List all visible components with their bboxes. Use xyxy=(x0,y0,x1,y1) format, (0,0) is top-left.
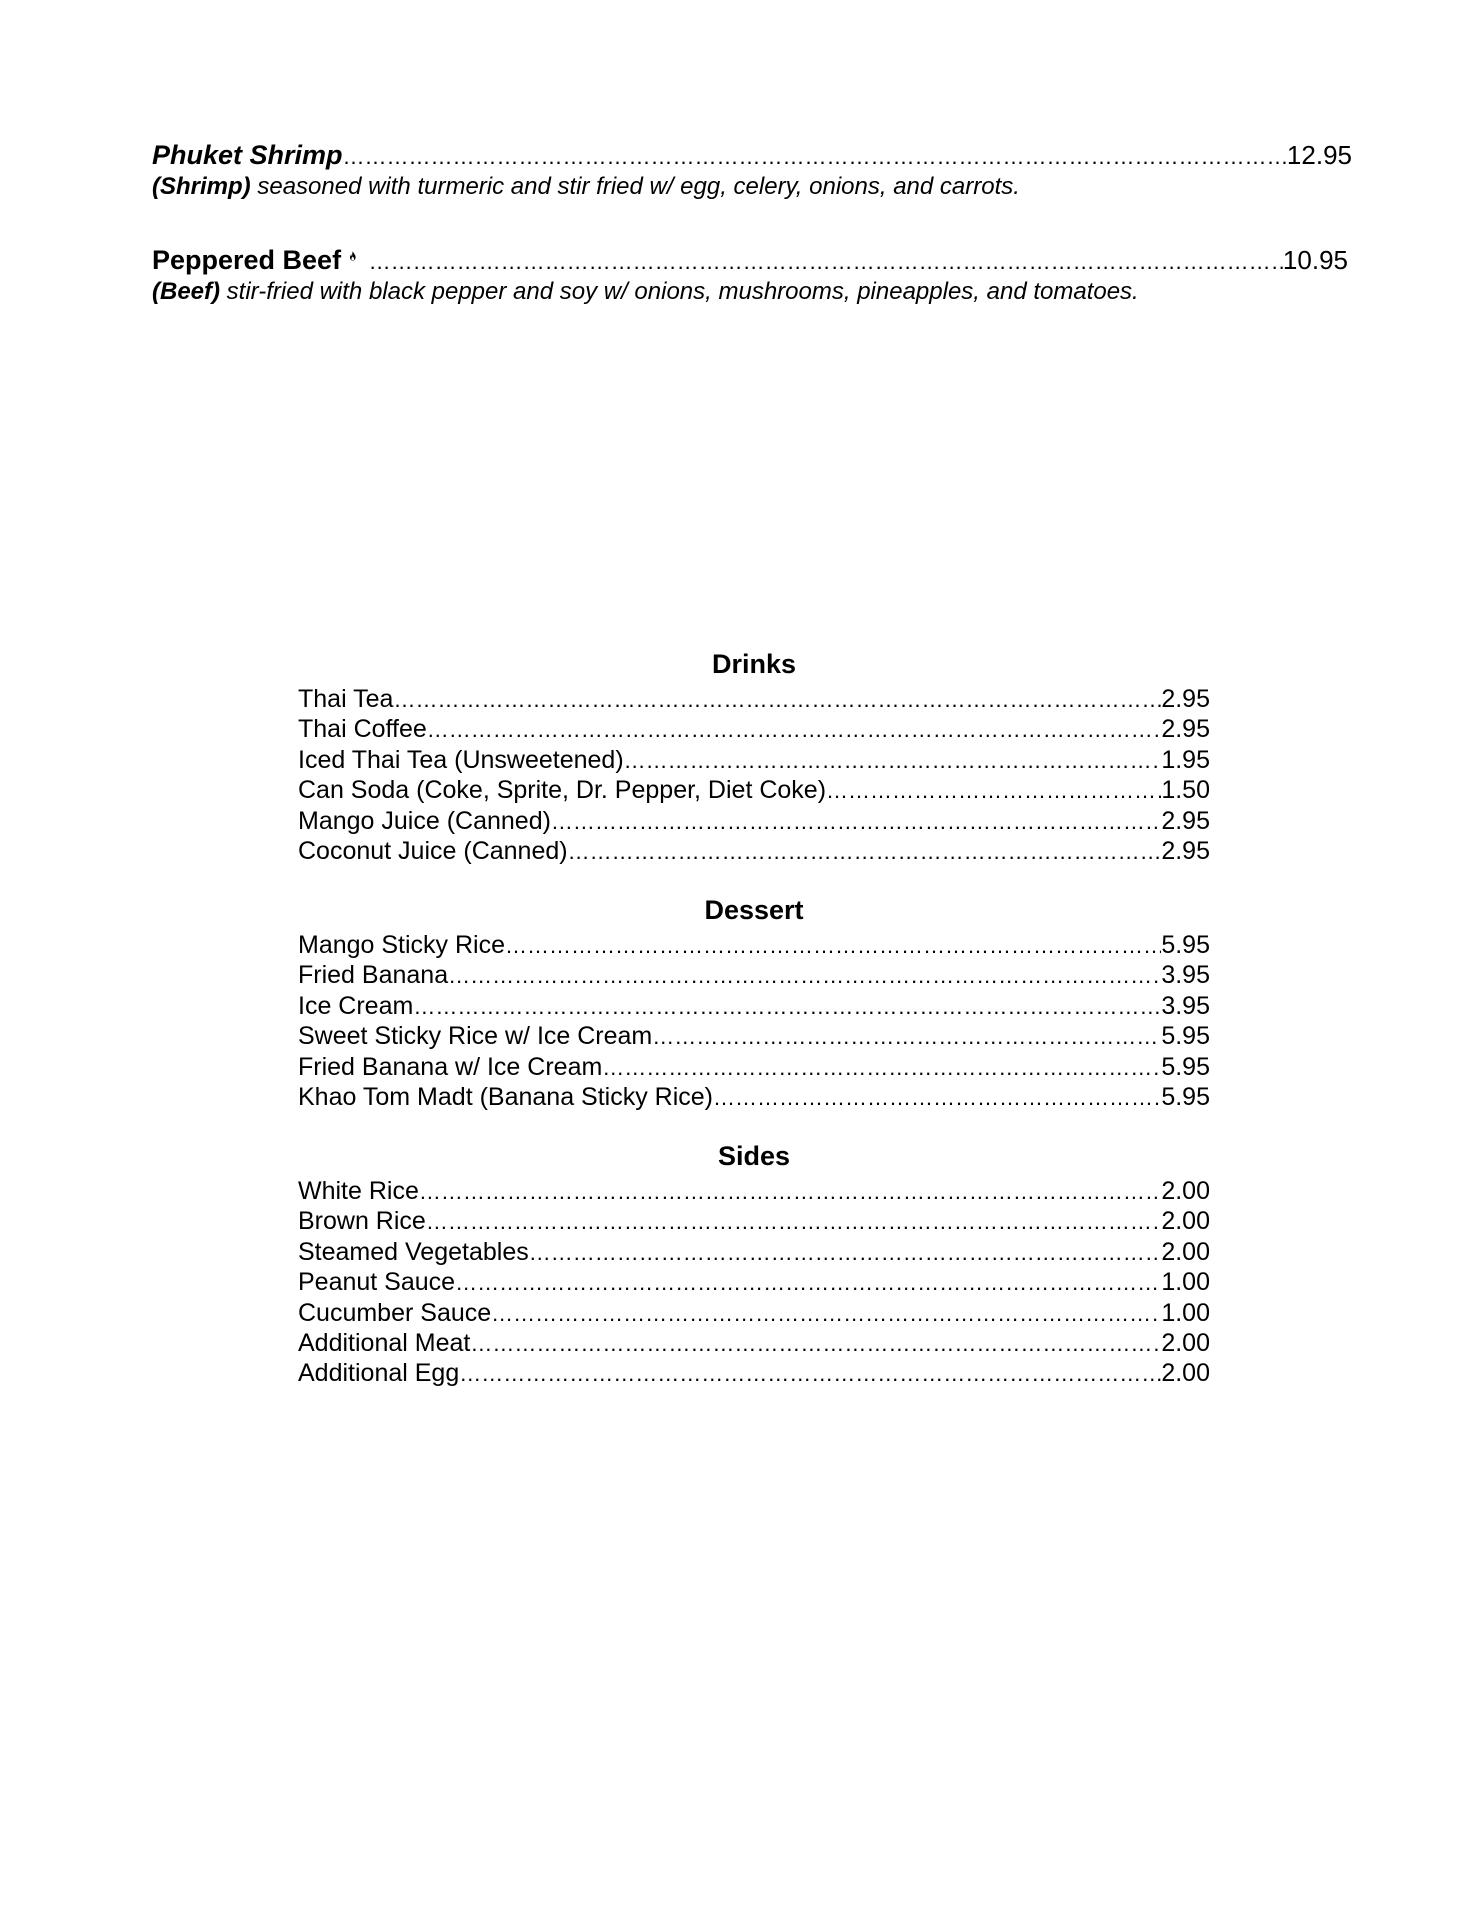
dot-leader xyxy=(413,992,1161,1021)
item-price: 2.95 xyxy=(1161,685,1210,713)
dot-leader xyxy=(419,1177,1161,1206)
item-name: Thai Tea xyxy=(298,685,394,713)
item-price: 2.00 xyxy=(1161,1207,1210,1236)
dot-leader xyxy=(491,1299,1161,1328)
entree-description xyxy=(152,278,1348,306)
entree-description xyxy=(152,173,1352,201)
entree-item xyxy=(152,140,1352,201)
item-price: 1.50 xyxy=(1161,776,1210,805)
dot-leader xyxy=(470,1329,1161,1358)
item-name: Cucumber Sauce xyxy=(298,1298,492,1327)
item-price: 2.00 xyxy=(1161,1328,1210,1357)
item-price: 1.00 xyxy=(1161,1298,1210,1327)
menu-item xyxy=(298,1237,1210,1267)
menu-item xyxy=(298,836,1210,866)
item-price: 3.95 xyxy=(1161,961,1210,990)
dessert-section xyxy=(298,894,1210,1112)
item-name: Ice Cream xyxy=(298,991,414,1020)
dot-leader xyxy=(369,249,1283,275)
dot-leader xyxy=(713,1083,1161,1112)
dot-leader xyxy=(568,837,1162,866)
dot-leader xyxy=(551,807,1161,836)
item-name: Coconut Juice (Canned) xyxy=(298,836,568,865)
item-name: Additional Meat xyxy=(298,1328,471,1357)
dot-leader xyxy=(426,1207,1162,1236)
menu-item xyxy=(298,960,1210,990)
menu-item xyxy=(298,684,1210,714)
entree-name: Peppered Beef xyxy=(152,245,342,275)
menu-item xyxy=(298,1176,1210,1206)
entree-price: 10.95 xyxy=(1282,245,1348,275)
item-name: Khao Tom Madt (Banana Sticky Rice) xyxy=(298,1082,714,1111)
menu-item xyxy=(298,806,1210,836)
section-title: Drinks xyxy=(711,649,797,679)
item-name: Peanut Sauce xyxy=(298,1268,456,1297)
item-price: 2.00 xyxy=(1161,1237,1210,1266)
menu-item xyxy=(298,1298,1210,1328)
item-name: Fried Banana w/ Ice Cream xyxy=(298,1052,603,1081)
sides-section xyxy=(298,1140,1210,1389)
dot-leader xyxy=(455,1268,1161,1297)
menu-item xyxy=(298,1267,1210,1297)
menu-item xyxy=(298,775,1210,805)
entree-heading xyxy=(152,140,1352,171)
dot-leader xyxy=(529,1238,1162,1267)
item-name: Steamed Vegetables xyxy=(298,1237,529,1266)
drinks-section xyxy=(298,648,1210,866)
dot-leader xyxy=(826,776,1161,805)
item-name: Iced Thai Tea (Unsweetened) xyxy=(298,745,624,774)
menu-item xyxy=(298,991,1210,1021)
menu-item xyxy=(298,714,1210,744)
menu-item xyxy=(298,930,1210,960)
item-name: Sweet Sticky Rice w/ Ice Cream xyxy=(298,1022,653,1051)
item-price: 2.95 xyxy=(1161,715,1210,744)
menu-item xyxy=(298,745,1210,775)
item-price: 5.95 xyxy=(1161,1022,1210,1051)
dot-leader xyxy=(393,685,1161,714)
dot-leader xyxy=(505,931,1161,960)
item-price: 2.00 xyxy=(1161,1359,1210,1388)
item-name: Thai Coffee xyxy=(298,715,427,744)
item-name: Brown Rice xyxy=(298,1207,426,1236)
item-name: White Rice xyxy=(298,1177,419,1205)
menu-item xyxy=(298,1021,1210,1051)
entree-protein: (Beef) xyxy=(152,278,221,305)
dot-leader xyxy=(448,961,1161,990)
dot-leader xyxy=(602,1053,1161,1082)
entree-heading xyxy=(152,245,1348,276)
dot-leader xyxy=(459,1359,1161,1388)
item-name: Mango Sticky Rice xyxy=(298,931,506,959)
section-title: Dessert xyxy=(704,895,804,925)
menu-item xyxy=(298,1358,1210,1388)
entree-protein: (Shrimp) xyxy=(152,173,251,200)
entree-description-text: stir-fried with black pepper and soy w/ onions, mushrooms, pineapples, and tomatoes. xyxy=(220,278,1139,305)
dot-leader xyxy=(343,144,1287,170)
item-price: 1.95 xyxy=(1161,745,1210,774)
item-price: 5.95 xyxy=(1161,1052,1210,1081)
item-price: 2.95 xyxy=(1161,806,1210,835)
menu-item xyxy=(298,1206,1210,1236)
item-name: Fried Banana xyxy=(298,961,449,990)
menu-item xyxy=(298,1052,1210,1082)
item-name: Can Soda (Coke, Sprite, Dr. Pepper, Diet Coke) xyxy=(298,776,827,805)
item-name: Mango Juice (Canned) xyxy=(298,806,551,835)
entree-description-text: seasoned with turmeric and stir fried w/ egg, celery, onions, and carrots. xyxy=(250,173,1020,200)
dot-leader xyxy=(652,1022,1161,1051)
item-price: 5.95 xyxy=(1161,931,1210,959)
item-price: 1.00 xyxy=(1161,1268,1210,1297)
spicy-flame-icon xyxy=(349,245,357,267)
item-price: 3.95 xyxy=(1161,991,1210,1020)
item-price: 2.00 xyxy=(1161,1177,1210,1205)
entree-item xyxy=(152,245,1348,306)
item-price: 5.95 xyxy=(1161,1082,1210,1111)
entree-price: 12.95 xyxy=(1286,140,1352,170)
item-price: 2.95 xyxy=(1161,836,1210,865)
dot-leader xyxy=(427,715,1162,744)
menu-item xyxy=(298,1328,1210,1358)
dot-leader xyxy=(624,746,1162,775)
item-name: Additional Egg xyxy=(298,1359,460,1388)
entree-name: Phuket Shrimp xyxy=(152,140,343,170)
menu-item xyxy=(298,1082,1210,1112)
section-title: Sides xyxy=(717,1141,791,1171)
